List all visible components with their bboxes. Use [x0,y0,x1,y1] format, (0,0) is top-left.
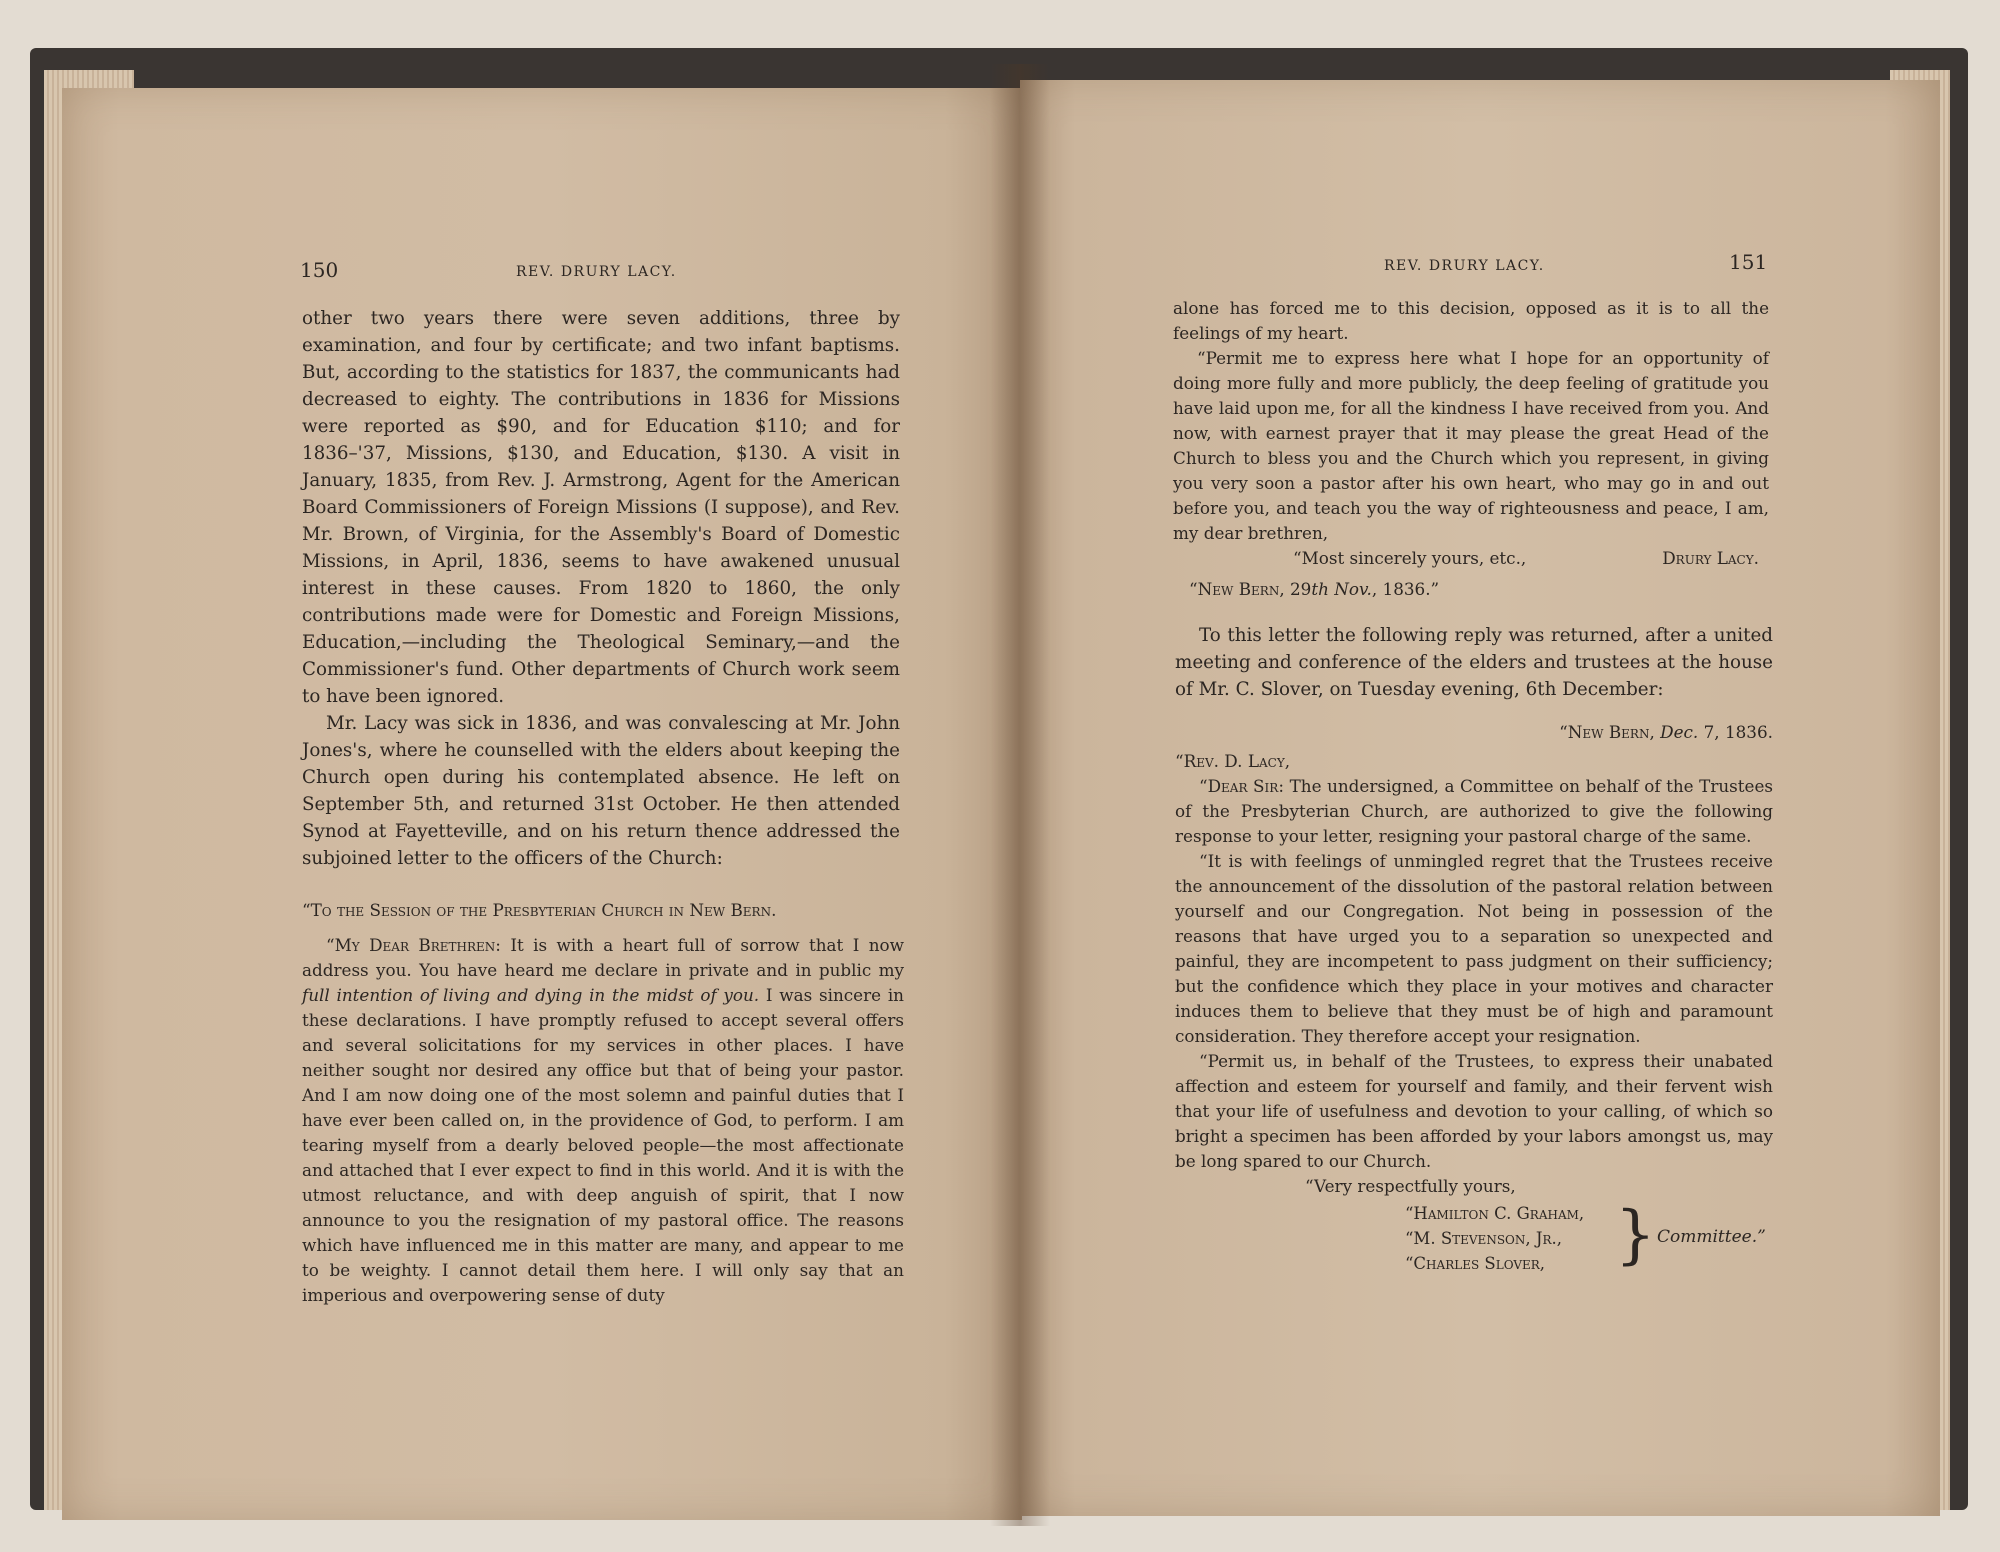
signature: Drury Lacy. [1662,548,1759,568]
left-page-number: 150 [300,258,339,282]
reply-date [1175,720,1773,745]
reply-salutation: “Dear Sir: [1199,776,1284,796]
letter-italic: full intention of living and dying in the midst of you. [302,985,760,1005]
left-paragraph-1: other two years there were seven additions, three by examination, and four by certificate; and two infant baptisms. But, according to the statistics for 1837, the communicants had decreased to eighty. The contributions in 1836 for Missions were reported as $90, and for Education $110; and for 1836–'37, Missions, $130, and Education, $130. A visit in January, 1835, from Rev. J. Armstrong, Agent for the American Board Commissioners of Foreign Missions (I suppose), and Rev. Mr. Brown, of Virginia, for the Assembly's Board of Domestic Missions, in April, 1836, seems to have awakened unusual interest in these causes. From 1820 to 1860, the only contributions made were for Domestic and Foreign Missions, Education,—including the Theological Seminary,—and the Commissioner's fund. Other departments of Church work seem to have been ignored. [302,308,900,707]
committee-label: Committee.” [1657,1227,1766,1247]
dateline-italic: th Nov. [1311,579,1372,599]
letter-salutation: “My Dear Brethren: [326,935,501,955]
signature-row [1173,546,1769,571]
left-letter [302,898,904,1308]
reply-closing: “Very respectfully yours, [1305,1176,1516,1196]
committee-names [1405,1201,1625,1276]
right-running-head: REV. DRURY LACY. [1384,258,1545,274]
committee-member: “Charles Slover, [1405,1254,1546,1273]
letter-body [302,933,904,1308]
letter-text-2: I was sincere in these declarations. I have promptly refused to accept several offers and several solicitations for my services in other places. I have neither sought nor desired any office but that of being your pastor. And I am now doing one of the most solemn and painful duties that I have ever been called on, in the providence of God, to perform. I am tearing myself from a dearly beloved people—the most affectionate and attached that I ever expect to find in this world. And it is with the utmost reluctance, and with deep anguish of spirit, that I now announce to you the resignation of my pastoral office. The reasons which have influenced me in this matter are many, and appear to me to be weighty. I cannot detail them here. I will only say that an imperious and overpowering sense of duty [302,985,904,1305]
committee-signatures [1175,1198,1773,1279]
committee-member: “Hamilton C. Graham, [1405,1204,1585,1223]
brace-glyph: } [1615,1198,1656,1272]
reply-intro-text: To this letter the following reply was returned, after a united meeting and conference of the elders and trustees at the house of Mr. C. Slover, on Tuesday evening, 6th December: [1175,625,1773,700]
reply-paragraph-3: “Permit us, in behalf of the Trustees, to express their unabated affection and esteem for yourself and family, and their fervent wish that your life of usefulness and devotion to your calling, of which so bright a specimen has been afforded by your labors amongst us, may be long spared to our Church. [1175,1051,1773,1171]
reply-paragraph-1-text: The undersigned, a Committee on behalf of the Trustees of the Presbyterian Church, are authorized to give the following response to your letter, resigning your pastoral charge of the same. [1175,776,1773,846]
right-page-number: 151 [1729,250,1768,274]
letter-text-1: It is with a heart full of sorrow that I now address you. You have heard me declare in private and in public my [302,935,905,980]
reply-date-rest: 7, 1836. [1698,722,1773,742]
reply-date-italic: Dec. [1660,722,1699,742]
reply-paragraph-1 [1175,774,1773,849]
reply-addressee: “Rev. D. Lacy, [1175,751,1291,771]
closing-line: “Most sincerely yours, etc., [1293,548,1527,568]
left-body-text [302,305,900,872]
right-letter-end [1173,296,1769,602]
left-running-head: REV. DRURY LACY. [516,264,677,280]
letter-heading: “To the Session of the Presbyterian Church in New Bern. [302,900,777,920]
committee-member: “M. Stevenson, Jr., [1405,1229,1563,1248]
reply-letter [1175,720,1773,1279]
reply-date-place: “New Bern, [1559,722,1661,742]
dateline-place: “New Bern, 29 [1189,579,1312,599]
dateline-year: , 1836.” [1371,579,1440,599]
dateline [1173,577,1769,602]
right-paragraph-1: alone has forced me to this decision, opposed as it is to all the feelings of my heart. [1173,298,1769,343]
reply-intro [1175,622,1773,703]
right-paragraph-2: “Permit me to express here what I hope for an opportunity of doing more fully and more publicly, the deep feeling of gratitude you have laid upon me, for all the kindness I have received from you. And now, with earnest prayer that it may please the great Head of the Church to bless you and the Church which you represent, in giving you very soon a pastor after his own heart, who may go in and out before you, and teach you the way of righteousness and peace, I am, my dear brethren, [1173,348,1769,543]
left-paragraph-2: Mr. Lacy was sick in 1836, and was convalescing at Mr. John Jones's, where he counselled with the elders about keeping the Church open during his contemplated absence. He left on September 5th, and returned 31st October. He then attended Synod at Fayetteville, and on his return thence addressed the subjoined letter to the officers of the Church: [302,713,900,869]
reply-paragraph-2: “It is with feelings of unmingled regret that the Trustees receive the announcement of the dissolution of the pastoral relation between yourself and our Congregation. Not being in possession of the reasons that have urged you to a separation so unexpected and painful, they are incompetent to pass judgment on their sufficiency; but the confidence which they place in your motives and character induces them to believe that they must be of high and paramount consideration. They therefore accept your resignation. [1175,851,1773,1046]
book-gutter [990,64,1050,1526]
